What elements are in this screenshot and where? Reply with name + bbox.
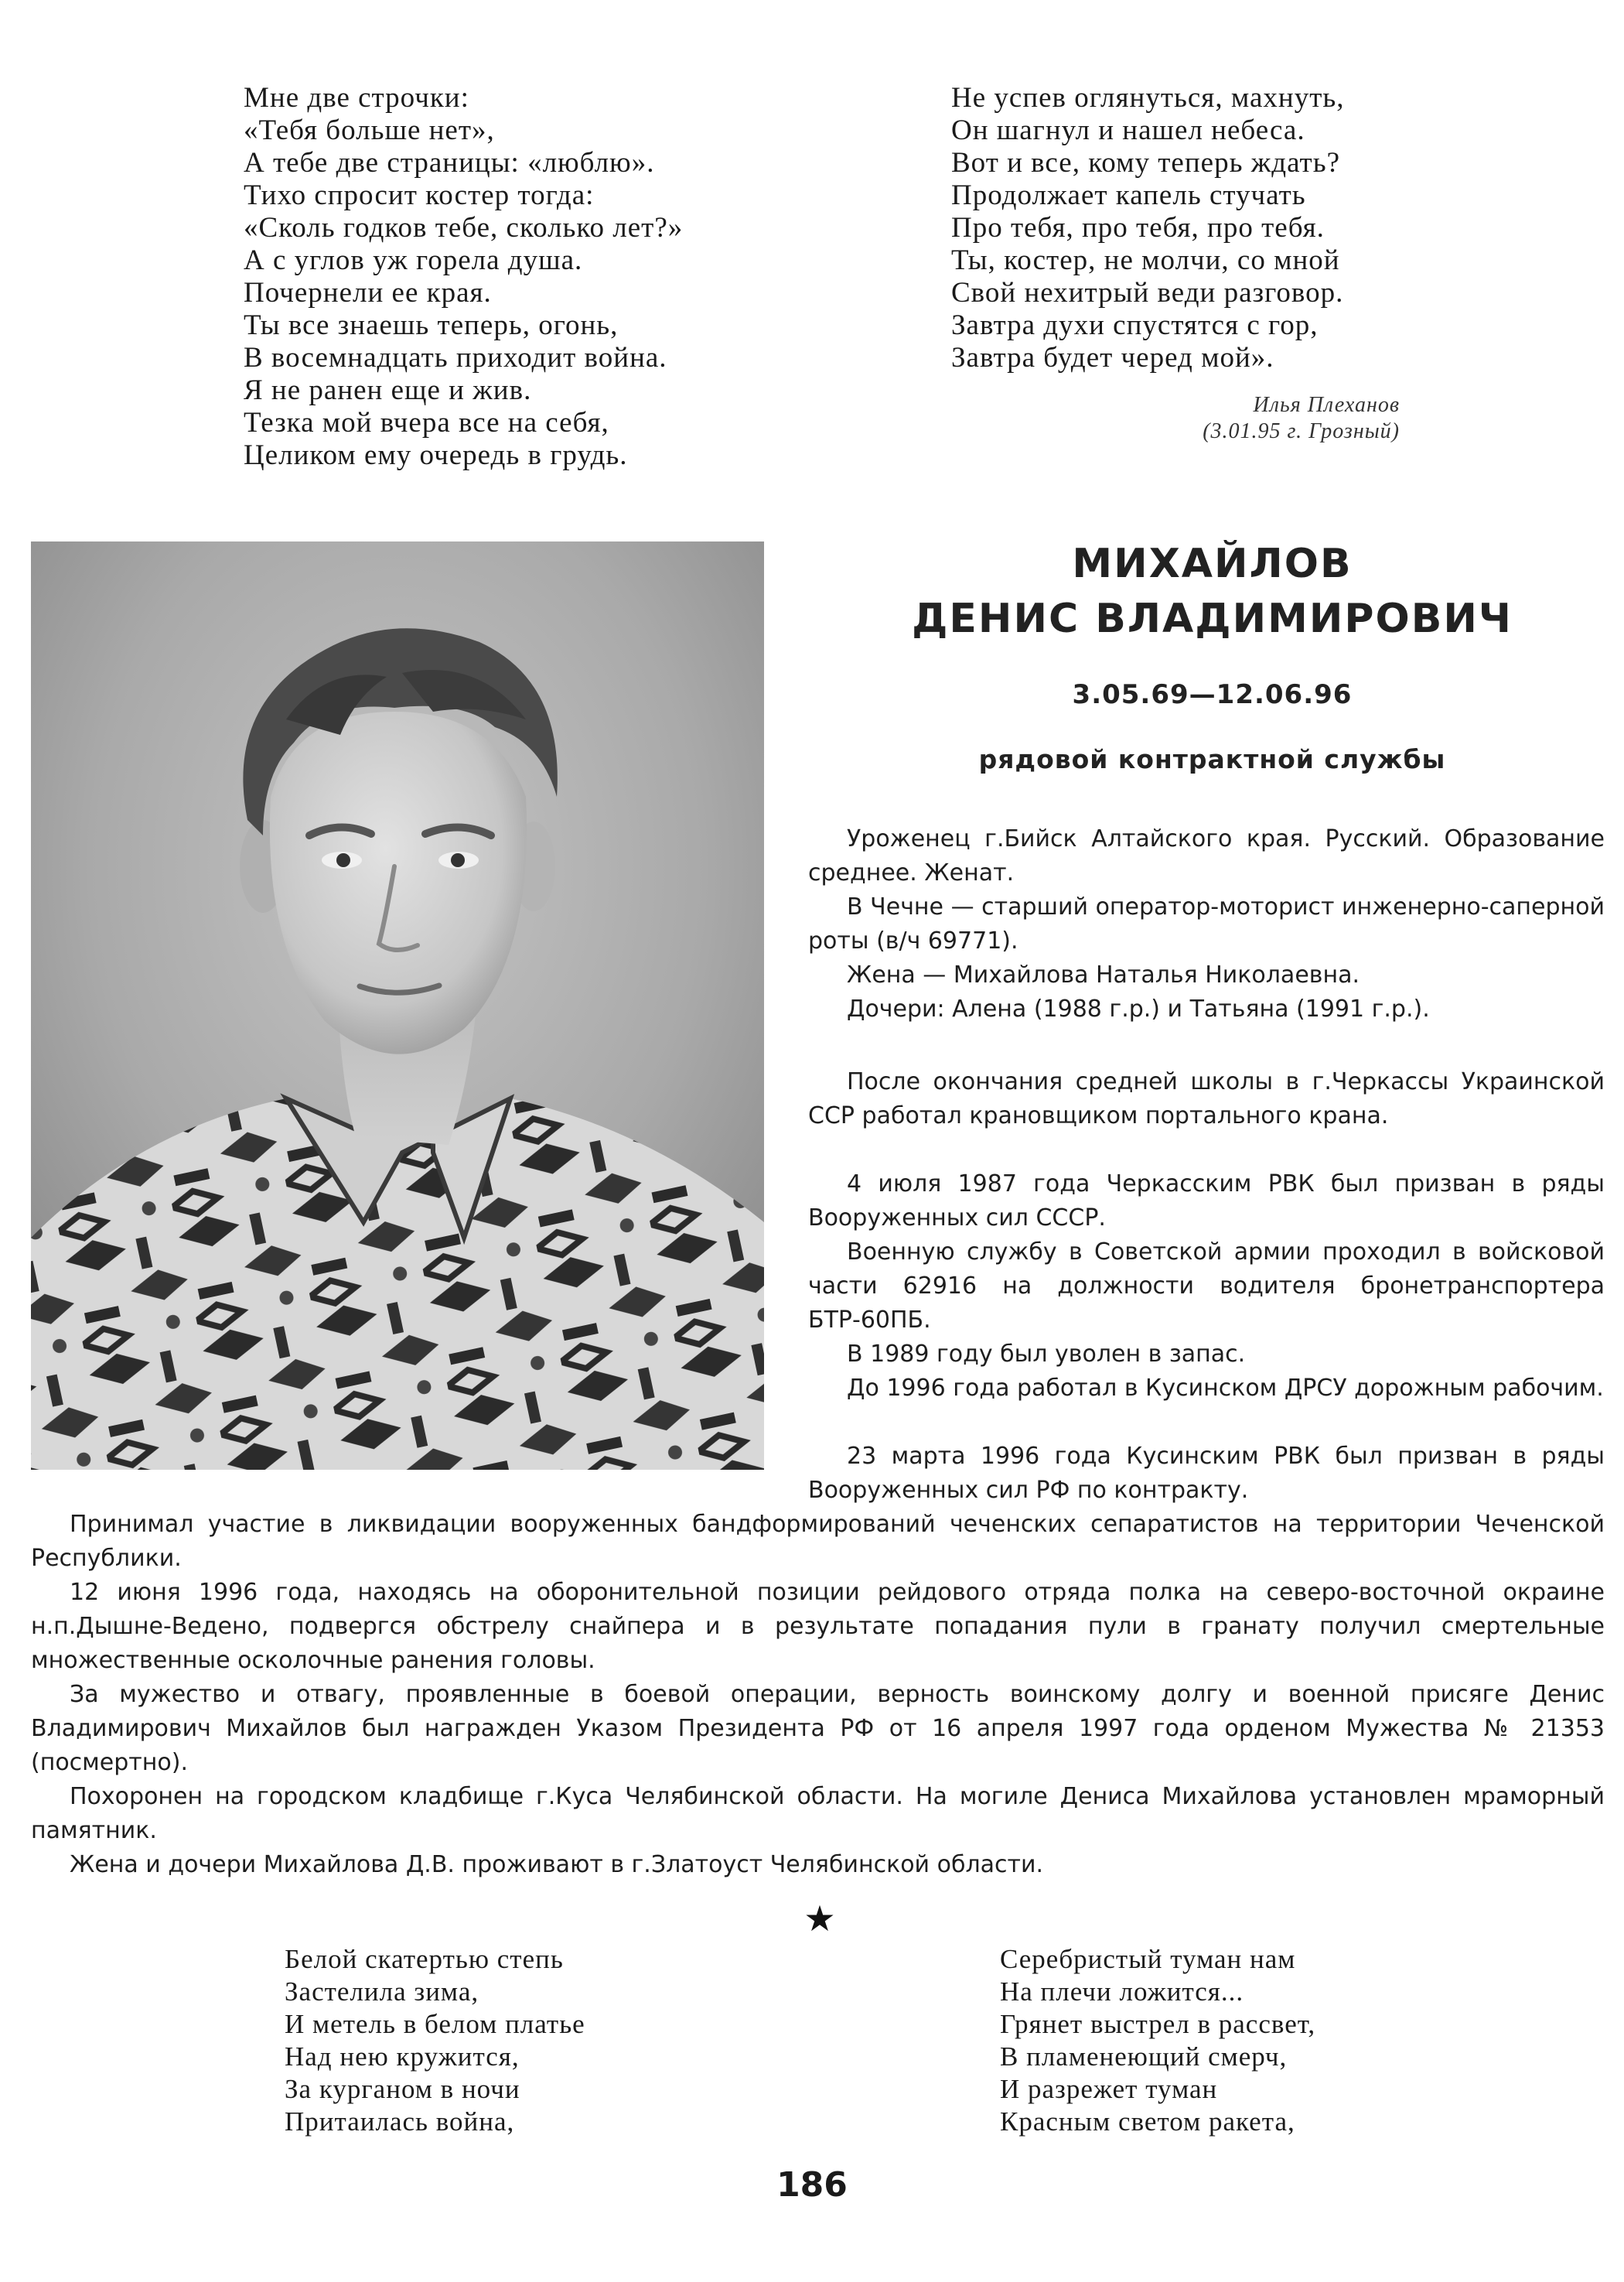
poem-line: Красным светом ракета, [1000, 2106, 1295, 2137]
poem-line: И разрежет туман [1000, 2074, 1218, 2104]
poem-line: За курганом в ночи [285, 2074, 520, 2104]
star-icon: ★ [803, 1898, 836, 1939]
bio-paragraph: Военную службу в Советской армии проходил в войсковой части 62916 на должности водителя бронетранспортера БТР-60ПБ. [808, 1238, 1605, 1334]
poem-top-left-column [244, 82, 683, 472]
poem-line: Вот и все, кому теперь ждать? [951, 147, 1341, 179]
poem-line: Почернели ее края. [244, 277, 492, 309]
poem-author-name: Илья Плеханов [1253, 393, 1400, 417]
poem-line: Завтра духи спустятся с гор, [951, 309, 1319, 341]
poem-attribution [1083, 392, 1400, 445]
bio-paragraph: Дочери: Алена (1988 г.р.) и Татьяна (1991 г.р.). [847, 996, 1430, 1023]
bio-paragraph: 12 июня 1996 года, находясь на оборонительной позиции рейдового отряда полка на северо-восточной окраине н.п.Дышне-Ведено, подвергся обстрелу снайпера и в результате попадания пули в гранату получил смертельные множественные осколочные ранения головы. [31, 1579, 1605, 1674]
bio-paragraph: 4 июля 1987 года Черкасским РВК был призван в ряды Вооруженных сил СССР. [808, 1170, 1605, 1232]
poem-line: Он шагнул и нашел небеса. [951, 114, 1305, 146]
poem-line: Мне две строчки: [244, 82, 469, 114]
poem-line: А с углов уж горела душа. [244, 244, 583, 276]
poem-line: На плечи ложится... [1000, 1976, 1244, 2007]
page-number: 186 [776, 2165, 848, 2205]
poem-line: Грянет выстрел в рассвет, [1000, 2009, 1316, 2039]
poem-line: В пламенеющий смерч, [1000, 2041, 1288, 2072]
poem-bottom-left-column [285, 1943, 585, 2138]
poem-line: Завтра будет черед мой». [951, 342, 1274, 374]
poem-line: В восемнадцать приходит война. [244, 342, 667, 374]
bio-paragraph: В Чечне — старший оператор-моторист инженерно-саперной роты (в/ч 69771). [808, 893, 1605, 955]
poem-line: Я не ранен еще и жив. [244, 374, 532, 406]
military-rank: рядовой контрактной службы [978, 744, 1446, 774]
poem-line: «Тебя больше нет», [244, 114, 495, 146]
poem-line: «Сколь годков тебе, сколько лет?» [244, 212, 684, 244]
bio-paragraph: В 1989 году был уволен в запас. [847, 1341, 1246, 1368]
poem-line: Не успев оглянуться, махнуть, [951, 82, 1345, 114]
poem-line: Целиком ему очередь в грудь. [244, 439, 628, 471]
bio-paragraph: Принимал участие в ликвидации вооруженных бандформирований чеченских сепаратистов на территории Чеченской Республики. [31, 1511, 1605, 1572]
poem-line: Серебристый туман нам [1000, 1944, 1296, 1974]
poem-line: Тихо спросит костер тогда: [244, 179, 595, 211]
poem-line: Ты, костер, не молчи, со мной [951, 244, 1340, 276]
bio-paragraph: 23 марта 1996 года Кусинским РВК был призван в ряды Вооруженных сил РФ по контракту. [808, 1443, 1605, 1504]
poem-line: Тезка мой вчера все на себя, [244, 407, 609, 439]
life-dates: 3.05.69—12.06.96 [1072, 679, 1353, 710]
person-given-names: ДЕНИС ВЛАДИМИРОВИЧ [912, 596, 1513, 642]
portrait-photo [31, 541, 764, 1470]
poem-line: Притаилась война, [285, 2106, 515, 2137]
bio-paragraph: Похоронен на городском кладбище г.Куса Челябинской области. На могиле Дениса Михайлова установлен мраморный памятник. [31, 1783, 1605, 1844]
poem-line: Свой нехитрый веди разговор. [951, 277, 1344, 309]
poem-line: И метель в белом платье [285, 2009, 585, 2039]
bio-paragraph: До 1996 года работал в Кусинском ДРСУ дорожным рабочим. [847, 1375, 1604, 1402]
person-surname: МИХАЙЛОВ [1072, 541, 1353, 587]
poem-line: Над нею кружится, [285, 2041, 520, 2072]
bio-paragraph: Уроженец г.Бийск Алтайского края. Русский. Образование среднее. Женат. [808, 825, 1605, 886]
bio-paragraph: После окончания средней школы в г.Черкассы Украинской ССР работал крановщиком портального крана. [808, 1068, 1605, 1129]
poem-line: Про тебя, про тебя, про тебя. [951, 212, 1325, 244]
poem-line: Белой скатертью степь [285, 1944, 564, 1974]
poem-line: Ты все знаешь теперь, огонь, [244, 309, 619, 341]
bio-paragraph: Жена — Михайлова Наталья Николаевна. [847, 962, 1360, 989]
poem-line: Застелила зима, [285, 1976, 479, 2007]
bio-paragraph: Жена и дочери Михайлова Д.В. проживают в г.Златоуст Челябинской области. [70, 1851, 1044, 1878]
bio-paragraph: За мужество и отвагу, проявленные в боевой операции, верность воинскому долгу и военной присяге Денис Владимирович Михайлов был награжден Указом Президента РФ от 16 апреля 1997 года орденом Мужества № 21353 (посмертно). [31, 1681, 1605, 1776]
poem-line: А тебе две страницы: «люблю». [244, 147, 655, 179]
poem-line: Продолжает капель стучать [951, 179, 1306, 211]
poem-top-right-column [951, 82, 1345, 374]
poem-bottom-right-column [1000, 1943, 1315, 2138]
poem-author-note: (3.01.95 г. Грозный) [1203, 419, 1400, 443]
